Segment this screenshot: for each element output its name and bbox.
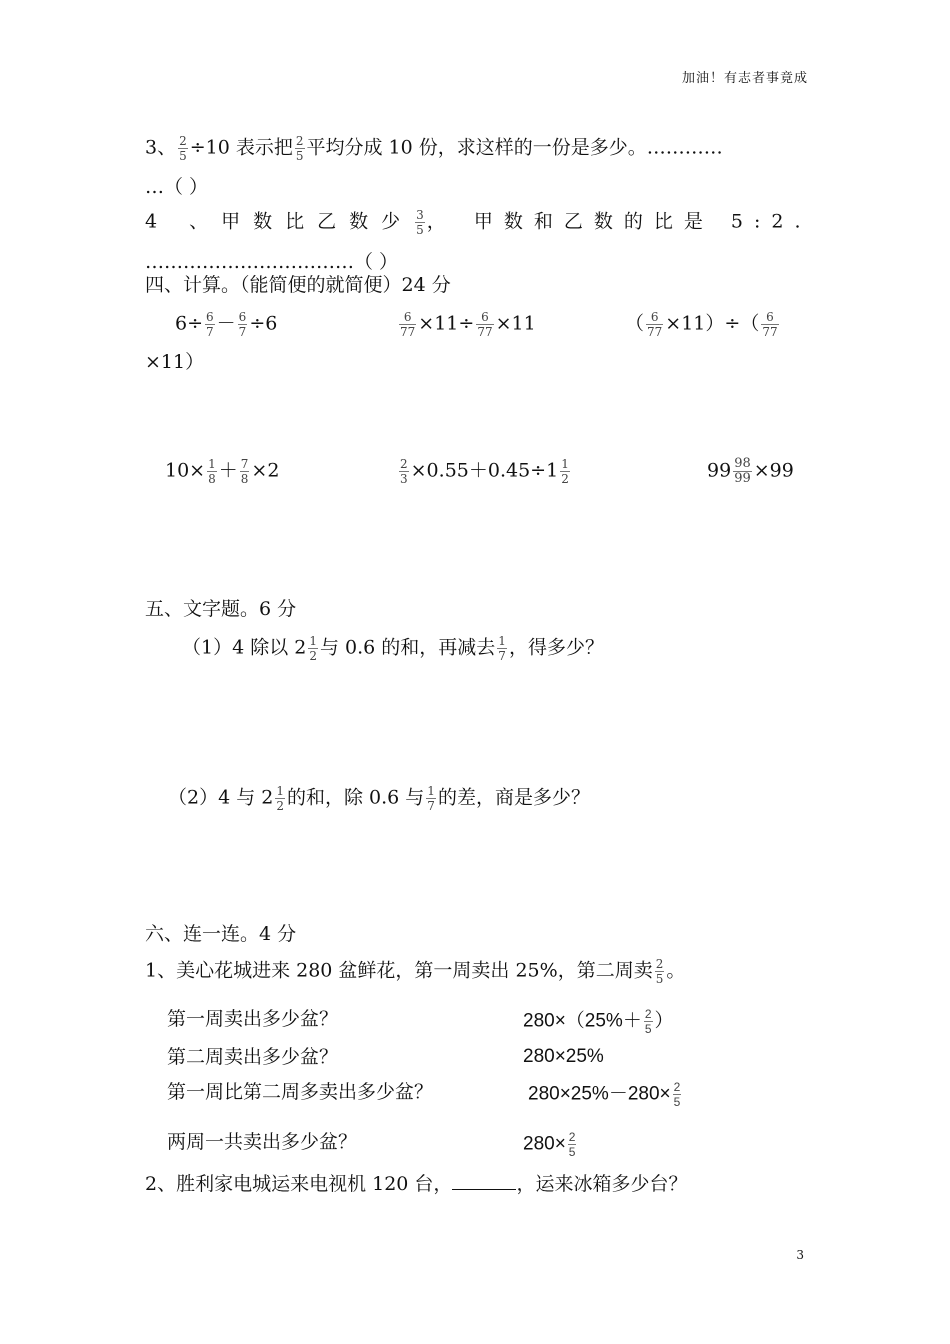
fraction: $\frac{98}{99}$ <box>734 456 751 486</box>
page-number: 3 <box>796 1248 804 1262</box>
judge-q3 <box>145 134 723 163</box>
calc-expression-3: （ $\frac{6}{77}$ ×11）÷（ $\frac{6}{77}$ <box>625 310 778 339</box>
fraction: $\frac{2}{5}$ <box>655 957 664 986</box>
fraction: $\frac{3}{5}$ <box>416 208 424 237</box>
match-left-4: 两周一共卖出多少盆？ <box>167 1131 358 1153</box>
q3-text-rest: 平均分成 10 份，求这样的一份是多少。………… <box>306 136 723 159</box>
word-problem-2: （2）4 与 2 $\frac{1}{2}$ 的和，除 0.6 与 $\frac{1}{7}$ 的差，商是多少？ <box>168 784 590 813</box>
word-problem-1: （1）4 除以 2 $\frac{1}{2}$ 与 0.6 的和，再减去 $\frac{1}{7}$ ，得多少？ <box>182 634 604 663</box>
calc-expression-6: 99 $\frac{98}{99}$ ×99 <box>707 456 794 486</box>
fraction: $\frac{2}{3}$ <box>400 457 408 486</box>
section4-title: 四、计算。（能简便的就简便）24 分 <box>145 274 451 296</box>
fraction: $\frac{6}{77}$ <box>647 310 663 339</box>
section5-title: 五、文字题。6 分 <box>145 598 297 620</box>
match-left-1: 第一周卖出多少盆？ <box>167 1008 339 1030</box>
fraction: $\frac{6}{77}$ <box>477 310 493 339</box>
section6-title: 六、连一连。4 分 <box>145 923 297 945</box>
fraction: $\frac{6}{7}$ <box>238 310 247 339</box>
answer-blank[interactable] <box>452 1171 516 1190</box>
match-problem-2: 2、胜利家电城运来电视机 120 台， ，运来冰箱多少台？ <box>145 1173 688 1195</box>
match-problem-1: 1、美心花城进来 280 盆鲜花，第一周卖出 25%，第二周卖 $\frac{2}{5}$ 。 <box>145 957 686 986</box>
fraction: $\frac{7}{8}$ <box>240 457 249 486</box>
q3-number: 3、 <box>145 136 177 159</box>
calc-expression-2: $\frac{6}{77}$ ×11÷ $\frac{6}{77}$ ×11 <box>400 310 536 339</box>
calc-expression-4: 10× $\frac{1}{8}$ ＋ $\frac{7}{8}$ ×2 <box>165 457 280 486</box>
fraction: $\frac{6}{7}$ <box>206 310 214 339</box>
match-right-3: 280×25%－280× $\frac{2}{5}$ <box>528 1080 681 1109</box>
fraction: $\frac{1}{2}$ <box>276 784 284 813</box>
calc-expression-3-continuation: ×11） <box>145 351 205 373</box>
match-left-2: 第二周卖出多少盆？ <box>167 1046 339 1068</box>
judge-q4 <box>145 208 812 237</box>
calc-expression-5: $\frac{2}{3}$ ×0.55＋0.45÷1 $\frac{1}{2}$ <box>400 457 569 486</box>
fraction: $\frac{2}{5}$ <box>644 1007 652 1036</box>
q3-continuation: …（ ） <box>145 176 209 198</box>
calc-expression-1: 6÷ $\frac{6}{7}$ － $\frac{6}{7}$ ÷6 <box>175 310 278 339</box>
fraction: $\frac{1}{7}$ <box>427 784 435 813</box>
fraction: $\frac{1}{2}$ <box>309 634 317 663</box>
fraction: $\frac{2}{5}$ <box>179 134 187 163</box>
q3-text-mid: ÷10 表示把 <box>189 136 293 159</box>
fraction: $\frac{2}{5}$ <box>673 1080 681 1109</box>
q4-text-pre: 甲数比乙数少 <box>221 210 414 233</box>
fraction: $\frac{2}{5}$ <box>295 134 304 163</box>
header-motto: 加油！有志者事竟成 <box>681 71 808 86</box>
q4-number: 4 、 <box>145 210 222 233</box>
match-left-3: 第一周比第二周多卖出多少盆？ <box>167 1081 434 1103</box>
fraction: $\frac{6}{77}$ <box>400 310 416 339</box>
match-right-1: 280×（25%＋ $\frac{2}{5}$ ） <box>523 1007 674 1036</box>
fraction: $\frac{1}{2}$ <box>561 457 569 486</box>
fraction: $\frac{2}{5}$ <box>568 1130 576 1159</box>
q4-text-post: ， 甲数和乙数的比是 5:2. <box>426 210 812 233</box>
fraction: $\frac{1}{8}$ <box>208 457 216 486</box>
fraction: $\frac{6}{77}$ <box>762 310 778 339</box>
match-right-4: 280× $\frac{2}{5}$ <box>523 1130 576 1159</box>
q4-continuation: ……………………………（ ） <box>145 251 399 273</box>
fraction: $\frac{1}{7}$ <box>498 634 506 663</box>
match-right-2: 280×25% <box>523 1046 604 1067</box>
